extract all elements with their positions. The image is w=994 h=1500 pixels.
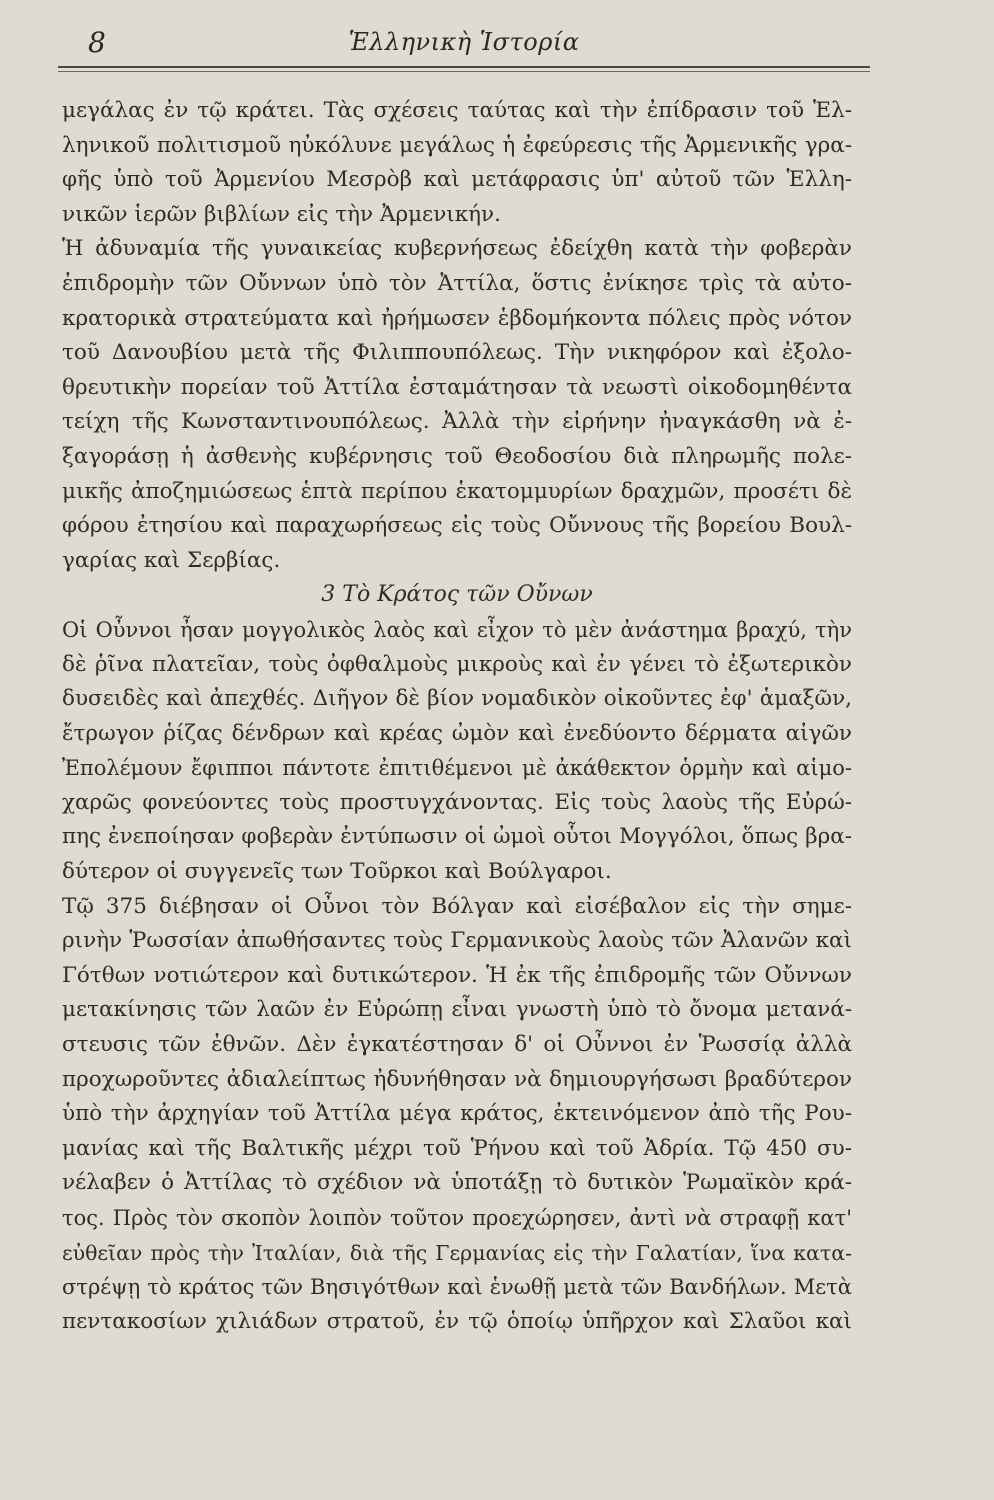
text-line: γαρίας καὶ Σερβίας.	[62, 547, 281, 573]
text-line: θρευτικὴν πορείαν τοῦ Ἀττίλα ἐσταμάτησαν τὰ νεωστὶ οἰκοδομηθέντα	[62, 374, 852, 400]
body-text	[62, 94, 852, 1339]
text-line: πεντακοσίων χιλιάδων στρατοῦ, ἐν τῷ ὁποίῳ ὑπῆρχον καὶ Σλαῦοι καὶ	[62, 1308, 852, 1334]
text-line: τείχη τῆς Κωνσταντινουπόλεως. Ἀλλὰ τὴν εἰρήνην ἠναγκάσθη νὰ ἐ-	[62, 409, 852, 435]
text-line: φόρου ἐτησίου καὶ παραχωρήσεως εἰς τοὺς Οὔννους τῆς βορείου Βουλ-	[62, 513, 852, 539]
page-header	[58, 20, 870, 66]
text-line: χαρῶς φονεύοντες τοὺς προστυγχάνοντας. Εἰς τοὺς λαοὺς τῆς Εὐρώ-	[62, 789, 852, 815]
text-line: ξαγοράσῃ ἡ ἀσθενὴς κυβέρνησις τοῦ Θεοδοσίου διὰ πληρωμῆς πολε-	[62, 443, 852, 469]
paragraph	[62, 94, 852, 232]
text-line: Τῷ 375 διέβησαν οἱ Οὖνοι τὸν Βόλγαν καὶ εἰσέβαλον εἰς τὴν σημε-	[62, 893, 852, 919]
text-line: μετακίνησις τῶν λαῶν ἐν Εὐρώπῃ εἶναι γνωστὴ ὑπὸ τὸ ὄνομα μετανά-	[62, 997, 852, 1023]
text-line: μικῆς ἀποζημιώσεως ἑπτὰ περίπου ἑκατομμυρίων δραχμῶν, προσέτι δὲ	[62, 478, 852, 504]
text-line: φῆς ὑπὸ τοῦ Ἀρμενίου Μεσρὸβ καὶ μετάφρασις ὑπ' αὐτοῦ τῶν Ἑλλη-	[62, 167, 852, 193]
page-number: 8	[88, 26, 106, 59]
text-line: προχωροῦντες ἀδιαλείπτως ἠδυνήθησαν νὰ δημιουργήσωσι βραδύτερον	[62, 1066, 852, 1092]
text-line: στευσις τῶν ἐθνῶν. Δὲν ἐγκατέστησαν δ' οἱ Οὖννοι ἐν Ῥωσσίᾳ ἀλλὰ	[62, 1032, 852, 1058]
text-line: Οἱ Οὖννοι ἦσαν μογγολικὸς λαὸς καὶ εἶχον τὸ μὲν ἀνάστημα βραχύ, τὴν	[62, 617, 852, 642]
text-line: μανίας καὶ τῆς Βαλτικῆς μέχρι τοῦ Ῥήνου καὶ τοῦ Ἀδρία. Τῷ 450 συ-	[62, 1135, 852, 1161]
text-line: Ἐπολέμουν ἔφιπποι πάντοτε ἐπιτιθέμενοι μὲ ἀκάθεκτον ὁρμὴν καὶ αἱμο-	[62, 756, 852, 781]
text-line: Γότθων νοτιώτερον καὶ δυτικώτερον. Ἡ ἐκ τῆς ἐπιδρομῆς τῶν Οὔννων	[62, 962, 852, 988]
text-line: δύτερον οἱ συγγενεῖς των Τοῦρκοι καὶ Βούλγαροι.	[62, 859, 612, 885]
text-line: τος. Πρὸς τὸν σκοπὸν λοιπὸν τοῦτον προεχώρησεν, ἀντὶ νὰ στραφῇ κατ'	[62, 1206, 852, 1230]
text-line: ὑπὸ τὴν ἀρχηγίαν τοῦ Ἀττίλα μέγα κράτος, ἐκτεινόμενον ἀπὸ τῆς Ρου-	[62, 1101, 852, 1127]
text-line: ἐπιδρομὴν τῶν Οὔννων ὑπὸ τὸν Ἀττίλα, ὅστις ἐνίκησε τρὶς τὰ αὐτο-	[62, 270, 852, 296]
text-line: Ἡ ἀδυναμία τῆς γυναικείας κυβερνήσεως ἐδείχθη κατὰ τὴν φοβερὰν	[62, 236, 852, 262]
text-line: εὐθεῖαν πρὸς τὴν Ἰταλίαν, διὰ τῆς Γερμανίας εἰς τὴν Γαλατίαν, ἵνα κατα-	[62, 1240, 852, 1265]
section-heading: 3 Τὸ Κράτος τῶν Οὔνων	[321, 582, 593, 608]
paragraph	[62, 613, 852, 890]
text-line: στρέψῃ τὸ κράτος τῶν Βησιγότθων καὶ ἑνωθῇ μετὰ τῶν Βανδήλων. Μετὰ	[62, 1275, 852, 1300]
text-line: νέλαβεν ὁ Ἀττίλας τὸ σχέδιον νὰ ὑποτάξῃ τὸ δυτικὸν Ῥωμαϊκὸν κρά-	[62, 1170, 852, 1196]
header-rule	[58, 66, 870, 68]
paragraph	[62, 232, 852, 578]
text-line: ληνικοῦ πολιτισμοῦ ηὐκόλυνε μεγάλως ἡ ἐφεύρεσις τῆς Ἀρμενικῆς γρα-	[62, 132, 852, 158]
text-line: κρατορικὰ στρατεύματα καὶ ἠρήμωσεν ἑβδομήκοντα πόλεις πρὸς νότον	[62, 305, 852, 331]
header-rule-thin	[58, 71, 870, 72]
text-line: ἔτρωγον ῥίζας δένδρων καὶ κρέας ὠμὸν καὶ ἐνεδύοντο δέρματα αἰγῶν	[62, 720, 852, 746]
text-line: ρινὴν Ῥωσσίαν ἀπωθήσαντες τοὺς Γερμανικοὺς λαοὺς τῶν Ἀλανῶν καὶ	[62, 928, 852, 954]
text-line: τοῦ Δανουβίου μετὰ τῆς Φιλιππουπόλεως. Τὴν νικηφόρον καὶ ἐξολο-	[62, 340, 852, 366]
text-line: νικῶν ἱερῶν βιβλίων εἰς τὴν Ἀρμενικήν.	[62, 201, 501, 227]
text-line: πης ἐνεποίησαν φοβερὰν ἐντύπωσιν οἱ ὠμοὶ οὗτοι Μογγόλοι, ὅπως βρα-	[62, 824, 852, 850]
text-line: δυσειδὲς καὶ ἀπεχθές. Διῆγον δὲ βίον νομαδικὸν οἰκοῦντες ἐφ' ἁμαξῶν,	[62, 686, 852, 712]
paragraph	[62, 890, 852, 1340]
text-line: δὲ ῥῖνα πλατεῖαν, τοὺς ὀφθαλμοὺς μικροὺς καὶ ἐν γένει τὸ ἐξωτερικὸν	[62, 651, 852, 677]
text-line: μεγάλας ἐν τῷ κράτει. Τὰς σχέσεις ταύτας καὶ τὴν ἐπίδρασιν τοῦ Ἑλ-	[62, 98, 852, 123]
running-title: Ἑλληνικὴ Ἱστορία	[348, 28, 580, 56]
